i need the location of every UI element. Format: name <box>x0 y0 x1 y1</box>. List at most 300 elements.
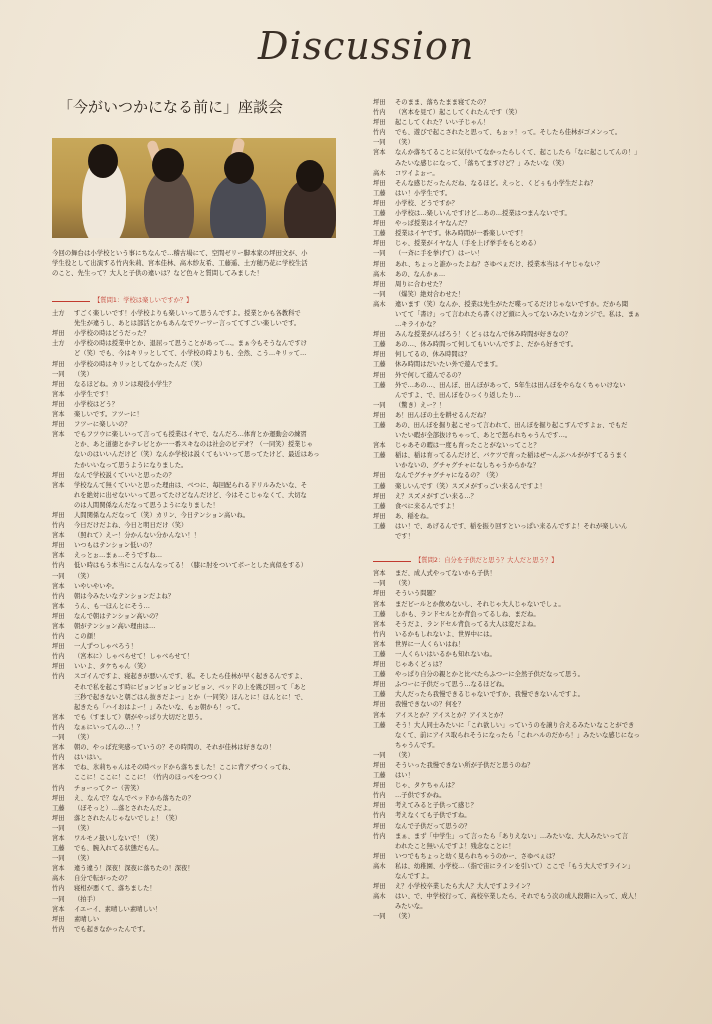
speaker-name: 坪田 <box>373 512 386 520</box>
speaker-name: 土方 <box>52 340 65 348</box>
dialogue-line <box>52 511 342 521</box>
speaker-name: 工藤 <box>373 452 386 460</box>
speaker-name: 竹内 <box>373 792 386 800</box>
speaker-name: 宮本 <box>52 552 65 560</box>
speaker-name: 一同 <box>52 895 65 903</box>
dialogue-text: 楽しいんです（笑）スズメがすっごい来るんですよ！ <box>395 482 546 490</box>
dialogue-text: あ、稲をね。 <box>395 512 433 520</box>
dialogue-line <box>52 471 342 481</box>
dialogue-text: でも、腕入れてる状態だもん。 <box>74 845 163 853</box>
dialogue-text: 世界に一人くらいはね！ <box>395 640 465 648</box>
dialogue-line <box>52 521 342 531</box>
dialogue-line <box>373 620 665 630</box>
speaker-name: 工藤 <box>52 845 65 853</box>
dialogue-line <box>373 108 665 118</box>
dialogue-line <box>52 420 342 430</box>
dialogue-line <box>373 801 665 811</box>
dialogue-line <box>52 430 342 470</box>
dialogue-text: 大人だったら我慢できるじゃないですか、我慢できないんですよ。 <box>395 691 584 699</box>
dialogue-line <box>373 892 665 912</box>
dialogue-line <box>373 98 665 108</box>
dialogue-text: 違います（笑）なんか、授業は先生がただ喋ってるだけじゃないですか。だから聞 いてて「書け」って言われたら書くけど頭に入ってないみたいなカンジで。私は、まぁ …キライかな？ <box>395 300 641 329</box>
speaker-name: 坪田 <box>52 511 65 519</box>
speaker-name: 坪田 <box>52 330 65 338</box>
speaker-name: 一同 <box>52 572 65 580</box>
dialogue-line <box>373 882 665 892</box>
dialogue-line <box>52 713 342 723</box>
speaker-name: 竹内 <box>52 653 65 661</box>
speaker-name: 宮本 <box>52 744 65 752</box>
dialogue-line <box>373 350 665 360</box>
speaker-name: 坪田 <box>52 663 65 671</box>
dialogue-line <box>373 589 665 599</box>
dialogue-text: そう！大人同士みたいに「これ欲しい」っていうのを譲り合えるみたいなことができ なくて、前にアイス取られそうになったら「これハルのだから！」みたいな感じになっ ちゃうんです。 <box>395 721 640 749</box>
dialogue-text: まだビールとか飲めないし、それじゃ大人じゃないでしょ。 <box>395 600 565 608</box>
speaker-name: 高木 <box>373 893 386 901</box>
dialogue-line <box>373 569 665 579</box>
dialogue-text: でも、遊びで起こされたと思って、もぉッ！って。そしたら佳林がゴメンって。 <box>395 129 622 137</box>
dialogue-line <box>373 330 665 340</box>
dialogue-text: じゃあその暇は一度も育ったことがないってこと？ <box>395 442 540 450</box>
dialogue-line <box>373 229 665 239</box>
dialogue-line <box>373 630 665 640</box>
dialogue-text: 小学校はどう？ <box>74 400 119 408</box>
dialogue-line <box>373 522 665 542</box>
dialogue-line <box>52 925 342 935</box>
dialogue-line <box>373 381 665 401</box>
dialogue-text: 朝がテンション高い理由は… <box>74 623 156 630</box>
dialogue-line <box>373 781 665 791</box>
dialogue-text: あの、田んぼを掘り起こせって言われて、田んぼを掘り起こすんですよぉ、でもだ いたい暇が全部抜けちゃって、あとで怒られちゃうんです…。 <box>395 422 628 440</box>
speaker-name: 坪田 <box>373 220 386 228</box>
dialogue-text: （笑） <box>74 734 93 742</box>
speaker-name: 宮本 <box>373 442 386 450</box>
dialogue-text: 稲は、稲は育ってるんだけど、バケツで育った稲はぜ〜んぶハルががすてるうまく いかないの、グチャグチャになしちゃうからかな？ <box>395 452 629 470</box>
speaker-name: 宮本 <box>52 865 65 873</box>
dialogue-text: あの…、休み時間って何してもいいんですよ、だから好きです。 <box>395 341 578 349</box>
speaker-name: 坪田 <box>52 471 65 479</box>
dialogue-text: 休み時間はだいたい外で遊んでます。 <box>395 361 502 369</box>
dialogue-text: あの、なんかぁ… <box>395 270 446 278</box>
left-column <box>52 292 342 935</box>
dialogue-text: 授業はイヤです。休み時間が一番楽しいです！ <box>395 230 527 238</box>
dialogue-line <box>52 329 342 339</box>
dialogue-text: （宮本を見て）起こしてくれたんです（笑） <box>395 109 521 117</box>
speaker-name: 坪田 <box>373 331 386 339</box>
speaker-name: 宮本 <box>373 600 386 608</box>
dialogue-line <box>52 390 342 400</box>
dialogue-line <box>52 541 342 551</box>
dialogue-line <box>373 441 665 451</box>
dialogue-text: （爆笑）絶対合わせた！ <box>395 290 465 298</box>
speaker-name: 坪田 <box>373 590 386 598</box>
section-title: 「今がいつかになる前に」座談会 <box>58 98 284 116</box>
dialogue-text: 小学生です！ <box>74 390 112 398</box>
speaker-name: 竹内 <box>373 129 386 137</box>
dialogue-line <box>373 451 665 471</box>
question-2: 【質問2：自分を子供だと思う？大人だと思う？】 <box>373 556 665 566</box>
speaker-name: 工藤 <box>373 422 386 429</box>
dialogue-text: 何してるの、休み時間は？ <box>395 351 471 359</box>
dialogue-line <box>52 572 342 582</box>
dialogue-line <box>52 380 342 390</box>
speaker-name: 竹内 <box>52 784 65 792</box>
dialogue-text: なんか落ちてることに気付いてなかったらしくて、起こしたら「なに起こしてんの！」 みたいな感じになって、「落ちてますけど？」みたいな（笑） <box>395 149 641 167</box>
dialogue-text: はいはい。 <box>74 754 106 762</box>
speaker-name: 坪田 <box>373 822 386 830</box>
speaker-name: 工藤 <box>373 522 386 530</box>
speaker-name: 一同 <box>373 139 386 147</box>
dialogue-text: （ぼそっと）…落とされたんだよ。 <box>74 804 175 812</box>
dialogue-text: あれ、ちょっと誰かったよね？さゆべぇだけ、授業本当はイヤじゃない？ <box>395 260 603 268</box>
dialogue-line <box>52 915 342 925</box>
dialogue-line <box>373 128 665 138</box>
dialogue-text: （笑） <box>395 139 414 147</box>
dialogue-list-left <box>52 309 342 935</box>
dialogue-line <box>52 360 342 370</box>
dialogue-text: （笑） <box>74 572 93 580</box>
dialogue-text: 人間関係なんだなって（笑）カリン、今日テンション高いね。 <box>74 511 250 519</box>
dialogue-line <box>373 249 665 259</box>
dialogue-text: えっとぉ…まぁ…そうですね… <box>74 552 163 560</box>
speaker-name: 工藤 <box>373 482 386 490</box>
speaker-name: 高木 <box>373 270 386 278</box>
speaker-name: 一同 <box>373 580 386 588</box>
speaker-name: 坪田 <box>373 240 386 248</box>
dialogue-line <box>52 814 342 824</box>
speaker-name: 坪田 <box>52 814 65 822</box>
dialogue-line <box>373 280 665 290</box>
dialogue-text: スゴイんですよ、寝起きが悪いんです、私。そしたら佳林が早く起きるんですよ、 それで私を起こす時にビョンビョンビョンビョン、ベッドの上を跳び回って「あと 三秒で起きないと朝ごはん抜きだよー」とか（一同笑）ほんとに！ほんとに！で、 起きたら「ハイおはよー！」みたいな、もぉ朝から！って。 <box>74 673 307 711</box>
speaker-name: 宮本 <box>52 623 65 630</box>
dialogue-line <box>373 360 665 370</box>
dialogue-text: いつでもちょっと幼く見られちゃうのかー、さゆべぇは？ <box>395 852 559 860</box>
dialogue-line <box>52 561 342 571</box>
speaker-name: 宮本 <box>373 711 386 719</box>
dialogue-text: そうだよ、ランドセル背負ってる大人は変だよね。 <box>395 620 540 628</box>
speaker-name: 宮本 <box>52 905 65 913</box>
dialogue-line <box>373 118 665 128</box>
dialogue-line <box>52 874 342 884</box>
dialogue-text: 小学校は…楽しいんですけど…あの…授業はつまんないです。 <box>395 210 571 218</box>
dialogue-line <box>373 492 665 502</box>
dialogue-line <box>373 502 665 512</box>
dialogue-text: 違う違う！深夜！深夜に落ちたの！深夜！ <box>74 865 194 873</box>
speaker-name: 工藤 <box>373 502 386 510</box>
dialogue-line <box>373 650 665 660</box>
dialogue-text: …子供ですかね。 <box>395 792 446 800</box>
dialogue-text: じゃあくどぅは？ <box>395 661 446 669</box>
speaker-name: 宮本 <box>52 411 65 419</box>
dialogue-line <box>52 884 342 894</box>
speaker-name: 竹内 <box>52 754 65 762</box>
dialogue-line <box>373 670 665 680</box>
dialogue-text: でも起きなかったんです。 <box>74 925 150 933</box>
dialogue-line <box>373 371 665 381</box>
dialogue-line <box>373 138 665 148</box>
dialogue-text: フツーに楽しいの？ <box>74 421 131 429</box>
speaker-name: 竹内 <box>52 592 65 600</box>
dialogue-line <box>373 260 665 270</box>
dialogue-text: 落とされたんじゃないでしょ！（笑） <box>74 814 182 822</box>
speaker-name: 工藤 <box>373 772 386 780</box>
speaker-name: 宮本 <box>52 602 65 610</box>
dialogue-line <box>373 690 665 700</box>
dialogue-line <box>373 471 665 481</box>
dialogue-line <box>373 421 665 441</box>
dialogue-text: （笑） <box>74 370 93 378</box>
dialogue-line <box>373 169 665 179</box>
dialogue-line <box>373 660 665 670</box>
dialogue-line <box>52 784 342 794</box>
speaker-name: 坪田 <box>373 411 386 419</box>
speaker-name: 一同 <box>52 370 65 378</box>
right-column <box>373 98 665 923</box>
dialogue-text: （宮本に）しゃべらせて！しゃべらせて！ <box>74 653 194 661</box>
dialogue-text: まだ、成人式やってないから子供！ <box>395 570 496 578</box>
dialogue-line <box>373 579 665 589</box>
dialogue-text: （笑） <box>395 580 414 588</box>
dialogue-line <box>373 852 665 862</box>
dialogue-line <box>52 370 342 380</box>
speaker-name: 工藤 <box>373 691 386 699</box>
dialogue-line <box>52 642 342 652</box>
dialogue-line <box>52 804 342 814</box>
speaker-name: 工藤 <box>373 610 386 618</box>
dialogue-line <box>373 219 665 229</box>
dialogue-text: いやいやいや。 <box>74 582 118 590</box>
speaker-name: 竹内 <box>52 633 65 641</box>
dialogue-text: 朝は今みたいなテンションだよね？ <box>74 592 175 600</box>
speaker-name: 宮本 <box>373 640 386 648</box>
dialogue-text: 低い時はもう本当にこんなんなってる！（膝に肘をついてボーとした真似をする） <box>74 562 307 570</box>
dialogue-list-right-b <box>373 569 665 922</box>
dialogue-text: 寝相が悪くて、落ちました！ <box>74 885 156 893</box>
speaker-name: 一同 <box>373 913 386 921</box>
dialogue-line <box>373 761 665 771</box>
dialogue-list-right-a <box>373 98 665 542</box>
dialogue-text: 私は、幼稚園、小学校…（指で宙にラインを引いて）ここで「もう大人ですライン」 なんですよ。 <box>395 862 634 881</box>
speaker-name: 坪田 <box>373 883 386 891</box>
dialogue-line <box>52 662 342 672</box>
speaker-name: 坪田 <box>373 280 386 288</box>
dialogue-text: え？スズメがすごい来る…？ <box>395 492 477 500</box>
speaker-name: 坪田 <box>373 199 386 207</box>
speaker-name: 土方 <box>52 310 65 318</box>
speaker-name: 工藤 <box>373 230 386 238</box>
speaker-name: 宮本 <box>52 582 65 590</box>
dialogue-text: 楽しいです。フツーに！ <box>74 411 143 419</box>
dialogue-text: なるほどね。カリンは現役小学生？ <box>74 380 175 388</box>
dialogue-text: はい！ <box>395 772 414 780</box>
speaker-name: 工藤 <box>373 361 386 369</box>
dialogue-text: なんで朝はテンション高いの？ <box>74 612 162 620</box>
dialogue-line <box>373 610 665 620</box>
dialogue-line <box>52 905 342 915</box>
speaker-name: 高木 <box>373 300 386 308</box>
dialogue-text: 周りに合わせた？ <box>395 280 446 288</box>
dialogue-line <box>52 612 342 622</box>
dialogue-text: コワイよぉー。 <box>395 169 439 177</box>
speaker-name: 宮本 <box>373 570 386 578</box>
dialogue-text: そんな感じだったんだね、なるほど。えっと、くどぅも小学生だよね？ <box>395 179 597 187</box>
speaker-name: 坪田 <box>52 915 65 923</box>
dialogue-line <box>52 410 342 420</box>
dialogue-line <box>52 854 342 864</box>
speaker-name: 一同 <box>373 401 386 409</box>
dialogue-line <box>373 340 665 350</box>
dialogue-line <box>373 300 665 330</box>
dialogue-line <box>373 290 665 300</box>
speaker-name: 坪田 <box>52 643 65 651</box>
dialogue-line <box>52 723 342 733</box>
dialogue-text: なんでグチャグチャになるの？（笑） <box>395 472 502 480</box>
dialogue-text: （拍手） <box>74 895 100 903</box>
dialogue-text: そういう問題？ <box>395 590 440 598</box>
speaker-name: 坪田 <box>373 701 386 709</box>
dialogue-text: 今日だけだよね、今日と明日だけ（笑） <box>74 522 188 530</box>
dialogue-text: （笑） <box>74 855 93 863</box>
dialogue-line <box>373 680 665 690</box>
dialogue-line <box>373 512 665 522</box>
dialogue-line <box>373 771 665 781</box>
dialogue-line <box>52 602 342 612</box>
speaker-name: 坪田 <box>52 400 65 408</box>
dialogue-line <box>52 794 342 804</box>
dialogue-line <box>52 592 342 602</box>
dialogue-text: 小学校の時はキリッとしてなかったんだ（笑） <box>74 360 206 368</box>
dialogue-line <box>373 199 665 209</box>
dialogue-text: なんで子供だって思うの？ <box>395 822 471 830</box>
dialogue-line <box>373 600 665 610</box>
dialogue-text: はい！小学生です。 <box>395 189 452 197</box>
speaker-name: 工藤 <box>373 650 386 658</box>
dialogue-text: チョーってクー（苦笑） <box>74 784 143 792</box>
dialogue-line <box>373 239 665 249</box>
dialogue-line <box>52 400 342 410</box>
question-1: 【質問1：学校は楽しいですか？】 <box>52 296 342 306</box>
dialogue-text: 外で…あの…、田んぼ、田んぼがあって、5年生は田んぼをやらなくちゃいけない んですよ、で、田んぼをひっくり返したり… <box>395 381 626 399</box>
dialogue-text: 考えなくても子供ですね。 <box>395 812 471 820</box>
speaker-name: 坪田 <box>52 794 65 802</box>
speaker-name: 坪田 <box>373 802 386 810</box>
dialogue-text: なぁにいってんの…！？ <box>74 723 144 731</box>
dialogue-text: そのまま、落ちたまま寝てたの？ <box>395 99 490 106</box>
speaker-name: 工藤 <box>373 210 386 218</box>
speaker-name: 坪田 <box>373 472 386 480</box>
speaker-name: 坪田 <box>373 351 386 359</box>
speaker-name: 宮本 <box>52 431 65 439</box>
dialogue-line <box>373 862 665 882</box>
dialogue-text: うん、も一ほんとにそう… <box>74 602 150 610</box>
dialogue-line <box>52 753 342 763</box>
speaker-name: 高木 <box>373 862 386 870</box>
speaker-name: 高木 <box>373 169 386 177</box>
dialogue-text: すごく楽しいです！小学校よりも楽しいって思うんですよ。授業とかも各教科で 先生が違うし、あとは部活とかもあんなでワーワー言っててすごい楽しいです。 <box>74 310 301 328</box>
dialogue-line <box>373 822 665 832</box>
dialogue-text: 我慢できないの？何を？ <box>395 701 465 709</box>
dialogue-line <box>373 912 665 922</box>
dialogue-line <box>52 733 342 743</box>
dialogue-line <box>52 652 342 662</box>
dialogue-text: （笑） <box>395 751 414 759</box>
speaker-name: 一同 <box>373 751 386 759</box>
dialogue-line <box>52 481 342 511</box>
speaker-name: 坪田 <box>373 681 386 689</box>
dialogue-text: （照れて）えー！分かんない分かんない！！ <box>74 532 200 540</box>
dialogue-line <box>373 148 665 168</box>
speaker-name: 坪田 <box>373 119 386 127</box>
speaker-name: 坪田 <box>373 99 386 106</box>
speaker-name: 一同 <box>52 855 65 863</box>
dialogue-line <box>52 743 342 753</box>
dialogue-line <box>52 844 342 854</box>
dialogue-line <box>373 721 665 751</box>
speaker-name: 竹内 <box>373 109 386 117</box>
dialogue-line <box>373 209 665 219</box>
dialogue-text: じゃ、タケちゃんは？ <box>395 782 458 790</box>
dialogue-text: じゃ、授業がイヤな人（手を上げ挙手をもとめる） <box>395 240 540 248</box>
dialogue-line <box>373 411 665 421</box>
dialogue-text: まぁ、まず「中学生」って言ったら「ありえない」…みたいな、大人みたいって言 われたこと無いんですよ！残念なことに！ <box>395 832 628 850</box>
dialogue-line <box>373 401 665 411</box>
intro-text: 今回の舞台は小学校という事にちなんで…稽古場にて、空間ゼリー脚本家の坪田文が、小 学生役として出演する竹内朱莉、宮本佳林、高木紗友希、工藤遥、土方穂乃花に学校生活 のこと、先生って？大人と子供の違いは？など色々と質問してみました！ <box>52 249 308 277</box>
speaker-name: 坪田 <box>373 782 386 790</box>
dialogue-line <box>52 864 342 874</box>
speaker-name: 宮本 <box>52 713 65 721</box>
dialogue-line <box>52 632 342 642</box>
speaker-name: 坪田 <box>52 360 65 368</box>
speaker-name: 工藤 <box>373 381 386 389</box>
speaker-name: 工藤 <box>52 804 65 812</box>
speaker-name: 工藤 <box>373 189 386 197</box>
dialogue-text: いつもはテンション低いの？ <box>74 542 156 550</box>
dialogue-text: 小学校、どうですか？ <box>395 199 458 207</box>
dialogue-text: いるかもしれないよ、世界中には。 <box>395 630 496 638</box>
dialogue-text: 一人ずつしゃべろう！ <box>74 643 137 651</box>
dialogue-line <box>373 270 665 280</box>
dialogue-text: でね、氷莉ちゃんはその時ベッドから落ちました！ここに背アザつくってね、 ここに！ここに！ここに！（竹内のほっぺをつつく） <box>74 764 295 782</box>
speaker-name: 坪田 <box>52 421 65 429</box>
dialogue-text: でも（すまして）朝がやっぱり大切だと思う。 <box>74 713 207 721</box>
speaker-name: 高木 <box>52 875 65 883</box>
dialogue-text: はい！で、あげるんです、稲を振り回すといっぱい来るんですよ！それが楽しいん です！ <box>395 522 628 541</box>
speaker-name: 坪田 <box>373 260 386 268</box>
speaker-name: 坪田 <box>373 492 386 500</box>
dialogue-line <box>373 482 665 492</box>
dialogue-line <box>52 622 342 632</box>
dialogue-text: ふつーに子供だって思う…なるほどね。 <box>395 681 509 689</box>
dialogue-text: （笑） <box>74 824 93 832</box>
dialogue-line <box>373 751 665 761</box>
dialogue-line <box>52 531 342 541</box>
speaker-name: 一同 <box>52 824 65 832</box>
speaker-name: 坪田 <box>373 762 386 769</box>
speaker-name: 竹内 <box>52 522 65 530</box>
page-header-title: Discussion <box>258 24 475 68</box>
dialogue-text: ワルモノ扱いしないで！（笑） <box>74 834 162 842</box>
dialogue-text: はい、で、中学校行って、高校卒業したら、それでもう次の成人段階に入って、成人！ みたいな。 <box>395 893 641 911</box>
speaker-name: 宮本 <box>373 620 386 628</box>
dialogue-text: イエーイ、素晴しい素晴しい！ <box>74 905 162 913</box>
dialogue-text: 小学校の時は授業中とか、退屈って思うことがあって…。まぁ今もそうなんですけ ど（笑）でも、今はキリッとしてて、小学校の時よりも、全然、こう…キリッて… <box>74 340 307 358</box>
dialogue-line <box>373 640 665 650</box>
speaker-name: 坪田 <box>373 179 386 187</box>
speaker-name: 一同 <box>373 250 386 258</box>
dialogue-line <box>373 189 665 199</box>
dialogue-text: （笑） <box>395 913 414 921</box>
speaker-name: 竹内 <box>52 885 65 893</box>
